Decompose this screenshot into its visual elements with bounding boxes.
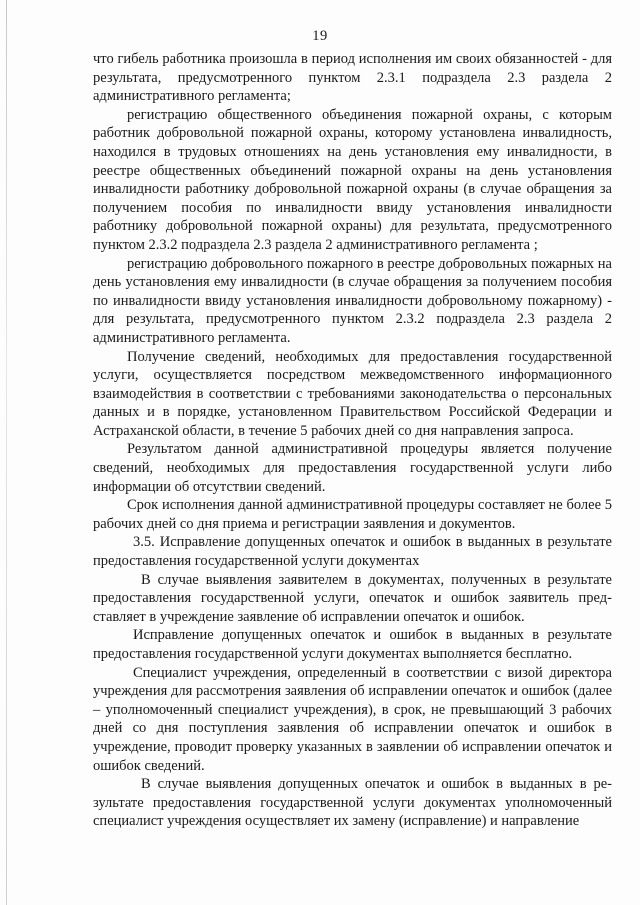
paragraph-interagency-info: Получение сведений, необходимых для предоставления государственной услуги, осуществляется посредством межведомственного информационного взаимодействия в соответствии с требованиями законодательства о персональных данных и в порядке, установленном Правительством Российской Федерации и Астраханской области, в течение 5 рабочих дней со дня направления запроса. — [93, 348, 612, 439]
paragraph-specialist-check: Специалист учреждения, определенный в соответствии с визой директора учреждения для рассмотрения заявления об исправлении опечаток и ошибок (далее – уполномоченный специалист учреждения), в срок, не превышающий 3 рабочих дней со дня поступления заявления об исправлении опечаток и ошибок в учреждение, проводит проверку указанных в заявлении об исправлении опечаток и ошибок сведений. — [93, 664, 612, 774]
paragraph-procedure-term: Срок исполнения данной административной процедуры составляет не более 5 рабочих дней со дня приема и регистрации заявления и документов. — [93, 497, 612, 532]
paragraph-registration-volunteer: регистрацию добровольного пожарного в реестре добровольных пожарных на день установления ему инвалидности (в случае обращения за получением пособия по инвалидности ввиду установления инвалидности добровольному пожарному) - для результата, предусмотренного пунктом 2.3.2 подраздела 2.3 раздела 2 административного регламента. — [93, 255, 612, 346]
paragraph-free-correction: Исправление допущенных опечаток и ошибок в выданных в результате предоставления государственной услуги документах выполняется бесплатно. — [93, 627, 612, 662]
page-number: 19 — [312, 28, 328, 44]
scan-edge — [6, 0, 7, 905]
paragraph-error-detection: В случае выявления заявителем в документах, полученных в результате предоставления государственной услуги, опечаток и ошибок заявитель представляет в учреждение заявление об исправлении опечаток и ошибок. — [93, 571, 612, 625]
paragraph-replacement: В случае выявления допущенных опечаток и ошибок в выданных в результате предоставления государственной услуги документах уполномоченный специалист учреждения осуществляет их замену (исправление) и направление — [93, 776, 612, 830]
paragraph-continuation: что гибель работника произошла в период исполнения им своих обязанностей - для результата, предусмотренного пунктом 2.3.1 подраздела 2.3 раздела 2 административного регламента; — [93, 51, 612, 105]
document-body — [93, 50, 612, 831]
paragraph-procedure-result: Результатом данной административной процедуры является получение сведений, необходимых для предоставления государственной услуги либо информации об отсутствии сведений. — [93, 441, 612, 495]
paragraph-registration-association: регистрацию общественного объединения пожарной охраны, с которым работник добровольной пожарной охраны, которому установлена инвалидность, находился в трудовых отношениях на день установления ему инвалидности, в реестре общественных объединений пожарной охраны на день установления инвалидности работнику добровольной пожарной охраны (в случае обращения за получением пособия по инвалидности ввиду установления инвалидности работнику добровольной пожарной охраны) для результата, предусмотренного пунктом 2.3.2 подраздела 2.3 раздела 2 административного регламента ; — [93, 106, 612, 253]
section-heading-3-5: 3.5. Исправление допущенных опечаток и ошибок в выданных в результате предоставления государственной услуги документах — [93, 534, 612, 570]
